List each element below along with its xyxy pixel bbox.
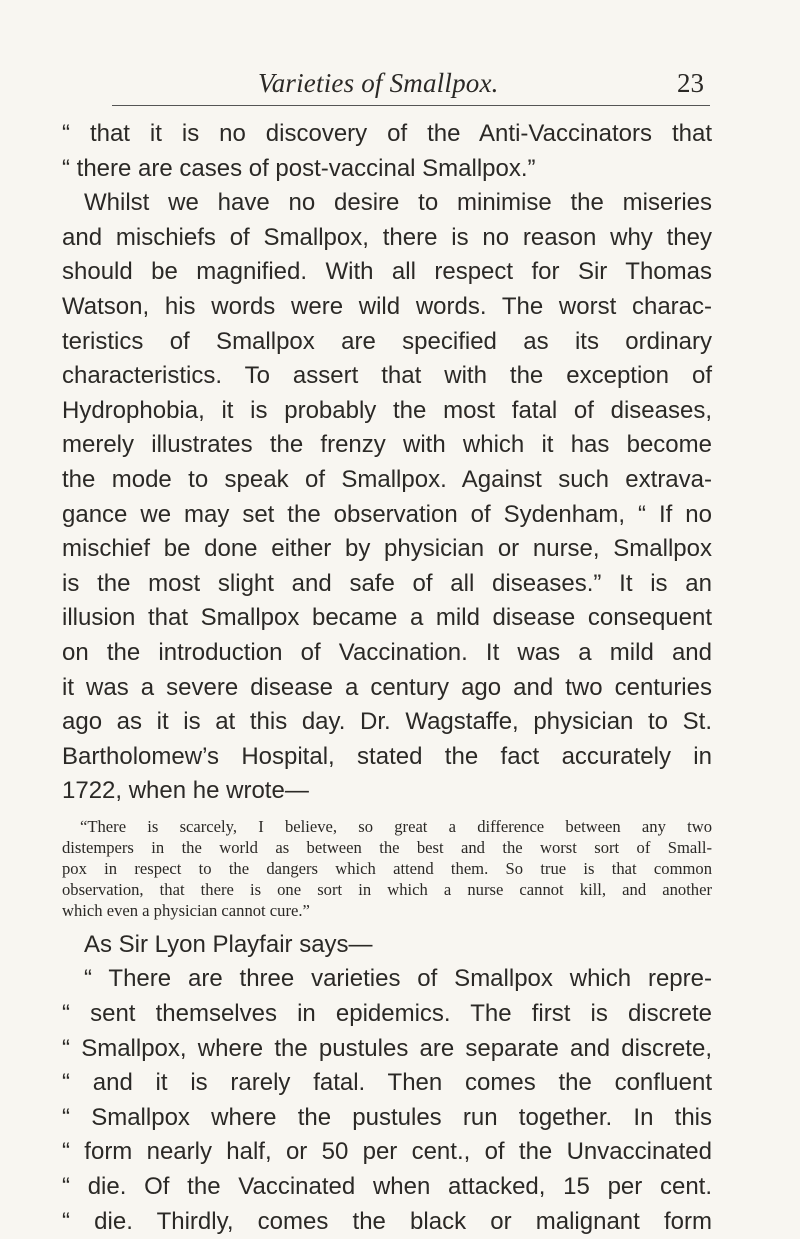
paragraph-playfair-quote xyxy=(62,962,712,1239)
text-line: “ Smallpox, where the pustules are separate and discrete, xyxy=(62,1034,712,1062)
quote-line: distempers in the world as between the best and the worst sort of Small- xyxy=(62,837,712,857)
text-line: mischief be done either by physician or nurse, Smallpox xyxy=(62,535,712,563)
text-line: the mode to speak of Smallpox. Against such extrava- xyxy=(62,465,712,493)
quote-line: which even a physician cannot cure.” xyxy=(62,900,310,920)
paragraph-continued-quote xyxy=(62,117,712,186)
text-line: Whilst we have no desire to minimise the miseries xyxy=(84,189,712,217)
text-line: teristics of Smallpox are specified as its ordinary xyxy=(62,327,712,355)
paragraph-playfair-intro xyxy=(62,928,712,963)
text-line: “ sent themselves in epidemics. The first is discrete xyxy=(62,1000,712,1028)
header-rule xyxy=(112,105,710,106)
block-quote-wagstaffe xyxy=(62,816,712,921)
text-line: Hydrophobia, it is probably the most fatal of diseases, xyxy=(62,396,712,424)
quote-line: pox in respect to the dangers which attend them. So true is that common xyxy=(62,858,712,878)
text-line: “ die. Thirdly, comes the black or malignant form xyxy=(62,1207,712,1235)
text-line: “ there are cases of post-vaccinal Smallpox.” xyxy=(62,154,536,182)
text-line: gance we may set the observation of Sydenham, “ If no xyxy=(62,500,712,528)
text-line: “ There are three varieties of Smallpox which repre- xyxy=(84,965,712,993)
text-line: As Sir Lyon Playfair says— xyxy=(84,930,373,958)
text-line: is the most slight and safe of all diseases.” It is an xyxy=(62,569,712,597)
page-number: 23 xyxy=(677,68,704,98)
text-line: merely illustrates the frenzy with which it has become xyxy=(62,431,712,459)
text-line: “ Smallpox where the pustules run together. In this xyxy=(62,1103,712,1131)
text-line: should be magnified. With all respect for Sir Thomas xyxy=(62,258,712,286)
text-line: and mischiefs of Smallpox, there is no reason why they xyxy=(62,223,712,251)
text-line: characteristics. To assert that with the exception of xyxy=(62,362,712,390)
text-line: “ that it is no discovery of the Anti-Vaccinators that xyxy=(62,120,712,147)
quote-line: “There is scarcely, I believe, so great a difference between any two xyxy=(80,816,712,836)
text-line: on the introduction of Vaccination. It was a mild and xyxy=(62,638,712,666)
text-line: “ and it is rarely fatal. Then comes the confluent xyxy=(62,1069,712,1097)
text-line: “ form nearly half, or 50 per cent., of the Unvaccinated xyxy=(62,1138,712,1166)
running-title: Varieties of Smallpox. xyxy=(258,68,499,98)
text-line: Watson, his words were wild words. The worst charac- xyxy=(62,292,712,320)
body-text xyxy=(62,117,712,1239)
text-line: Bartholomew’s Hospital, stated the fact accurately in xyxy=(62,742,712,770)
paragraph-smallpox-miseries xyxy=(62,186,712,809)
quote-line: observation, that there is one sort in which a nurse cannot kill, and another xyxy=(62,879,712,899)
text-line: 1722, when he wrote— xyxy=(62,777,309,805)
text-line: ago as it is at this day. Dr. Wagstaffe, physician to St. xyxy=(62,708,712,736)
text-line: it was a severe disease a century ago and two centuries xyxy=(62,673,712,701)
text-line: “ die. Of the Vaccinated when attacked, 15 per cent. xyxy=(62,1173,712,1201)
text-line: illusion that Smallpox became a mild disease consequent xyxy=(62,604,712,632)
running-head xyxy=(112,68,710,106)
